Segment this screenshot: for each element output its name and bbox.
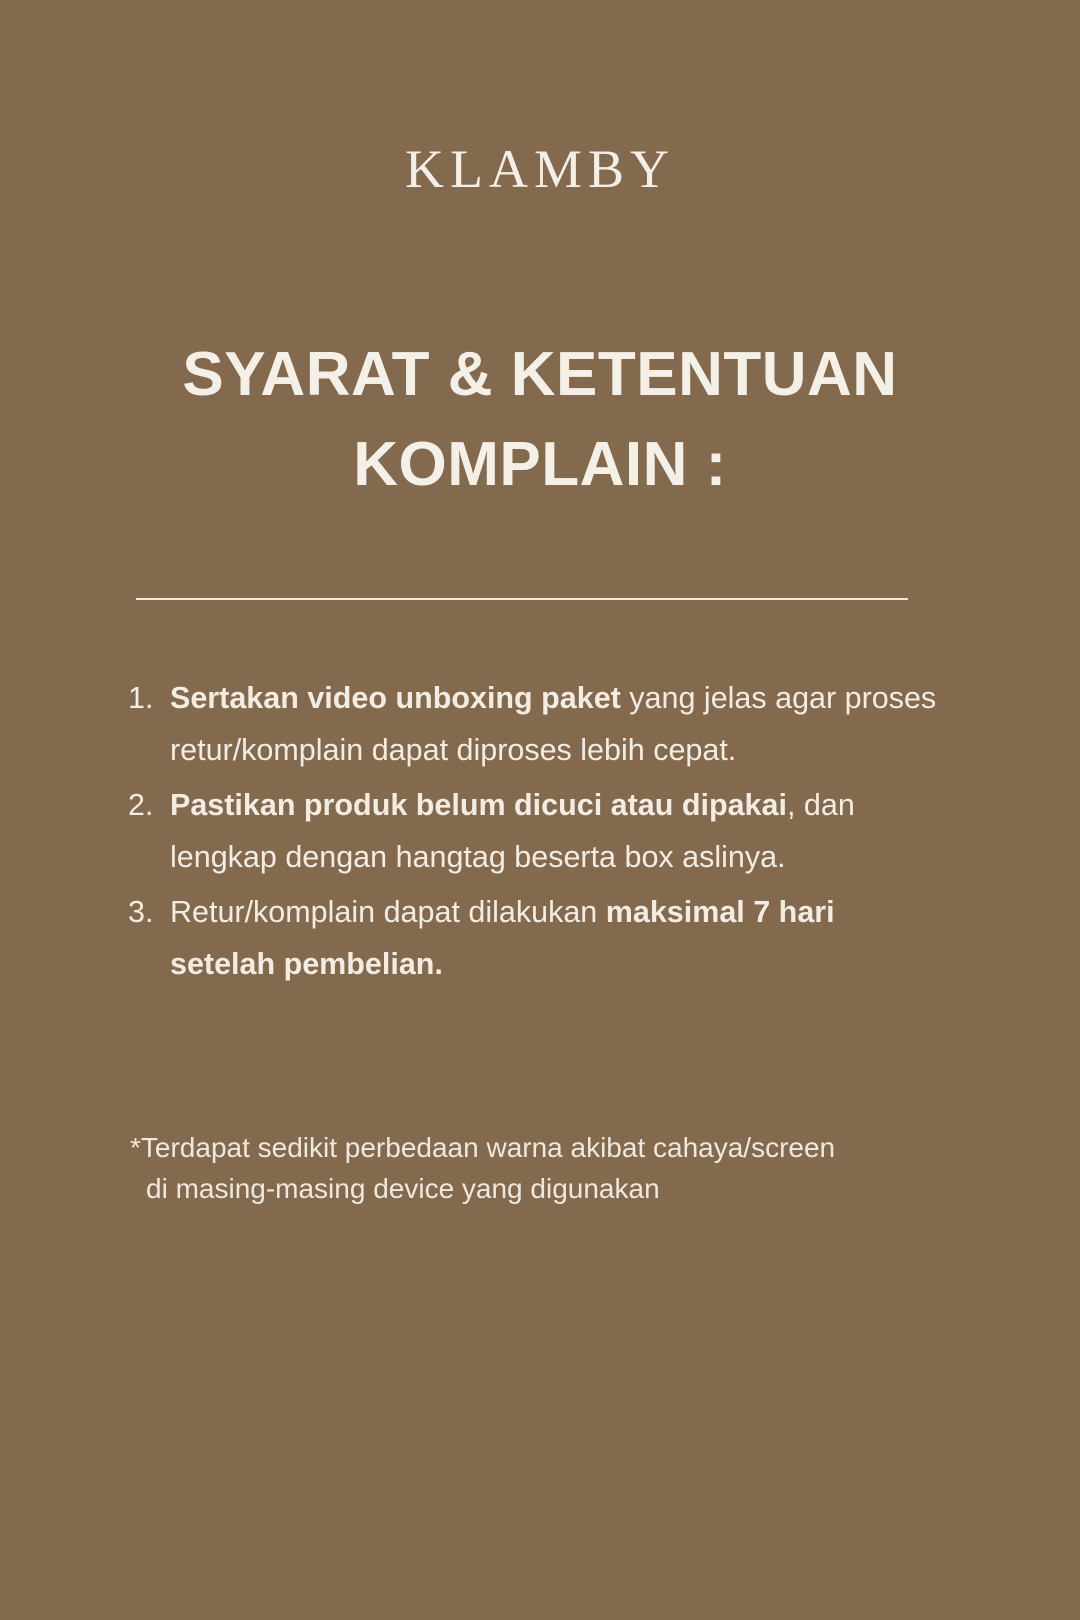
list-item xyxy=(128,779,948,884)
divider xyxy=(136,598,908,600)
list-item-text-strong: Pastikan produk belum dicuci atau dipakai xyxy=(170,787,787,822)
list-item xyxy=(128,886,948,991)
footnote xyxy=(130,1128,970,1209)
page-title-line-1: SYARAT & KETENTUAN xyxy=(182,340,898,409)
page-title-line-2: KOMPLAIN : xyxy=(353,429,727,499)
brand-logo: KLAMBY xyxy=(404,139,675,199)
list-item xyxy=(128,672,948,777)
terms-list xyxy=(128,672,948,993)
list-item-text-strong: maksimal 7 hari setelah pembelian. xyxy=(170,894,835,982)
list-item-number: 1. xyxy=(128,681,154,715)
list-item-text-normal: Retur/komplain dapat dilakukan xyxy=(170,894,606,929)
list-item-text-normal: yang jelas agar proses retur/komplain dapat diproses lebih cepat. xyxy=(170,681,937,768)
list-item-text-normal: , dan lengkap dengan hangtag beserta box aslinya. xyxy=(170,787,855,875)
list-item-number: 3. xyxy=(128,894,154,929)
page-title xyxy=(90,330,990,510)
list-item-text xyxy=(170,886,948,991)
list-item-text-strong: Sertakan video unboxing paket xyxy=(170,681,621,715)
footnote-line-1: *Terdapat sedikit perbedaan warna akibat cahaya/screen xyxy=(130,1132,836,1163)
list-item-text xyxy=(170,779,948,884)
list-item-number: 2. xyxy=(128,787,154,822)
footnote-line-2: di masing-masing device yang digunakan xyxy=(146,1172,660,1204)
list-item-text xyxy=(170,672,948,777)
